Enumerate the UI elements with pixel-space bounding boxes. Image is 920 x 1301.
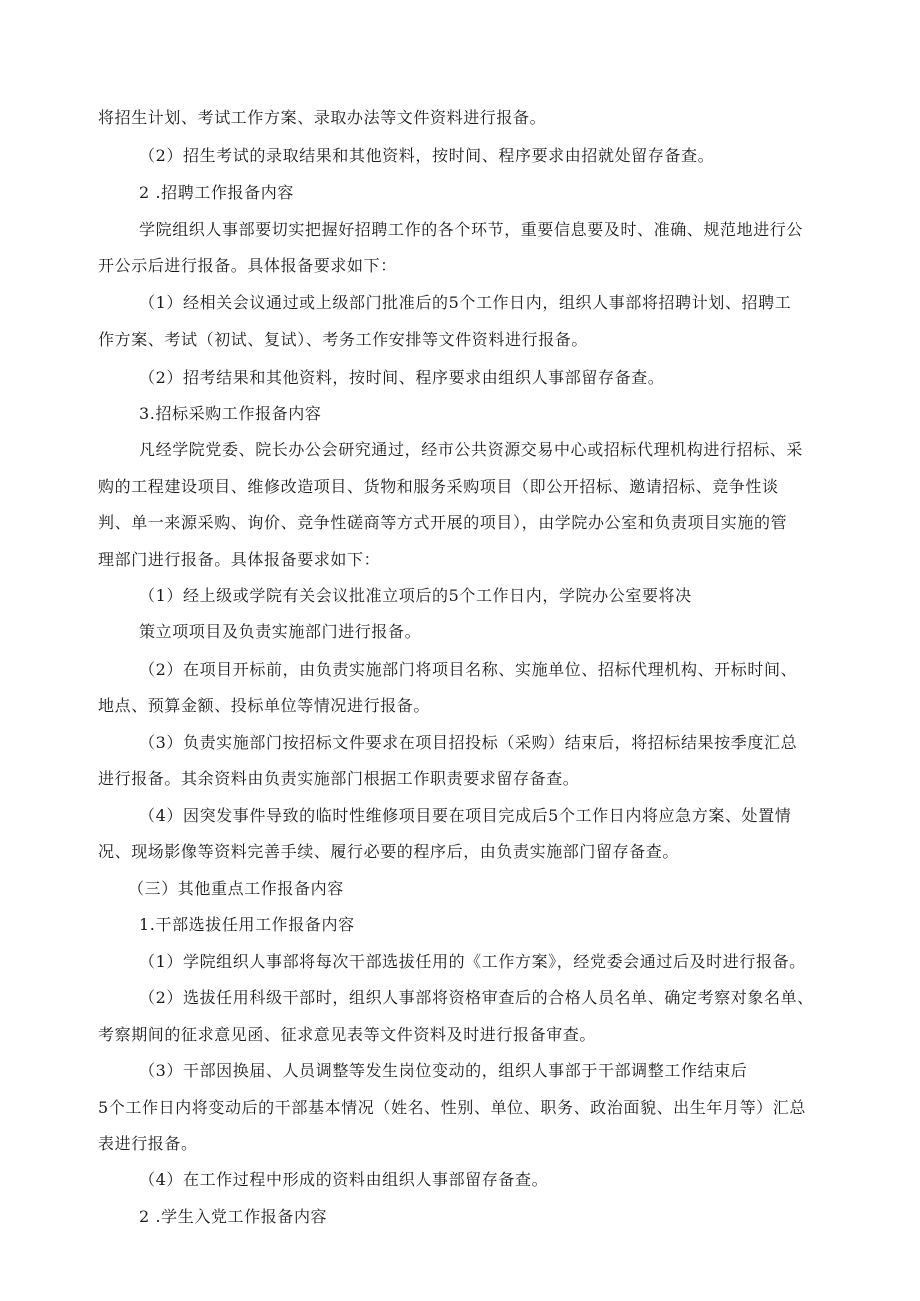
text-line: 购的工程建设项目、维修改造项目、货物和服务采购项目（即公开招标、邀请招标、竞争性谈	[98, 477, 779, 496]
text-line: （2）招考结果和其他资料，按时间、程序要求由组织人事部留存备查。	[139, 368, 665, 387]
section-heading: 1.干部选拔任用工作报备内容	[139, 915, 355, 934]
text-line: （2）在项目开标前，由负责实施部门将项目名称、实施单位、招标代理机构、开标时间、	[139, 660, 798, 679]
text-line: 5个工作日内将变动后的干部基本情况（姓名、性别、单位、职务、政治面貌、出生年月等）汇总	[98, 1098, 806, 1117]
text-line: 考察期间的征求意见函、征求意见表等文件资料及时进行报备审查。	[98, 1025, 597, 1044]
text-line: 况、现场影像等资料完善手续、履行必要的程序后，由负责实施部门留存备查。	[98, 842, 680, 861]
text-line: （1）学院组织人事部将每次干部选拔任用的《工作方案》，经党委会通过后及时进行报备。	[139, 952, 806, 971]
text-line: 开公示后进行报备。具体报备要求如下：	[98, 256, 397, 275]
text-line: （2）选拔任用科级干部时，组织人事部将资格审查后的合格人员名单、确定考察对象名单、	[139, 988, 814, 1007]
section-heading: （三）其他重点工作报备内容	[128, 879, 344, 898]
section-heading: 2 .学生入党工作报备内容	[139, 1207, 328, 1226]
text-line: （3）负责实施部门按招标文件要求在项目招投标（采购）结束后，将招标结果按季度汇总	[139, 733, 798, 752]
text-line: （4）在工作过程中形成的资料由组织人事部留存备查。	[139, 1170, 549, 1189]
text-line: （1）经相关会议通过或上级部门批准后的5个工作日内，组织人事部将招聘计划、招聘工	[139, 293, 792, 312]
text-line: （1）经上级或学院有关会议批准立项后的5个工作日内，学院办公室要将决	[139, 586, 692, 605]
text-line: （3）干部因换届、人员调整等发生岗位变动的，组织人事部于干部调整工作结束后	[139, 1061, 748, 1080]
text-line: 地点、预算金额、投标单位等情况进行报备。	[98, 696, 431, 715]
text-line: 将招生计划、考试工作方案、录取办法等文件资料进行报备。	[98, 108, 547, 127]
text-line: 策立项项目及负责实施部门进行报备。	[139, 622, 422, 641]
section-heading: 2 .招聘工作报备内容	[139, 183, 294, 202]
text-line: （2）招生考试的录取结果和其他资料，按时间、程序要求由招就处留存备查。	[139, 146, 715, 165]
section-heading: 3.招标采购工作报备内容	[139, 404, 322, 423]
text-line: 理部门进行报备。具体报备要求如下：	[98, 550, 381, 569]
text-line: 作方案、考试（初试、复试）、考务工作安排等文件资料进行报备。	[98, 330, 589, 349]
text-line: 凡经学院党委、院长办公会研究通过，经市公共资源交易中心或招标代理机构进行招标、采	[139, 440, 804, 459]
text-line: 判、单一来源采购、询价、竞争性磋商等方式开展的项目），由学院办公室和负责项目实施的管	[98, 513, 788, 532]
text-line: 学院组织人事部要切实把握好招聘工作的各个环节，重要信息要及时、准确、规范地进行公	[139, 220, 804, 239]
text-line: （4）因突发事件导致的临时性维修项目要在项目完成后5个工作日内将应急方案、处置情	[139, 806, 792, 825]
text-line: 进行报备。其余资料由负责实施部门根据工作职责要求留存备查。	[98, 769, 580, 788]
text-line: 表进行报备。	[98, 1134, 198, 1153]
